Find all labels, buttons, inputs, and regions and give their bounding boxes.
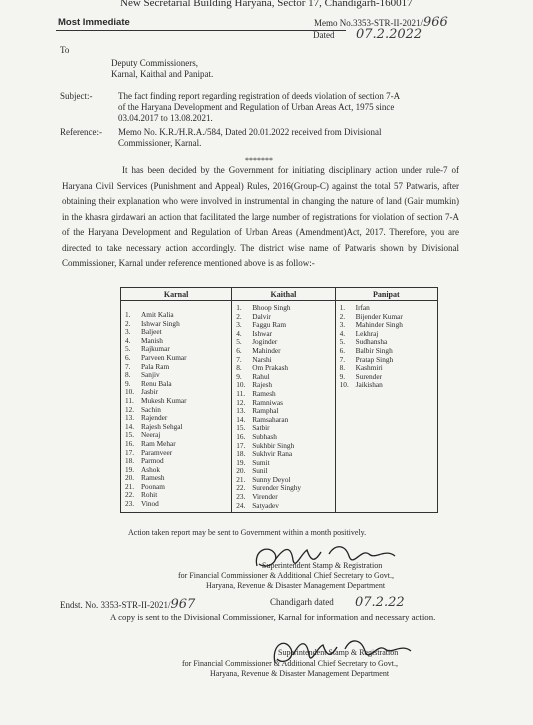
reference-line-1: Memo No. K.R./H.R.A./584, Dated 20.01.2022 received from Divisional: [118, 127, 382, 137]
list-item-number: 2.: [125, 318, 131, 328]
separator-stars: *******: [245, 156, 273, 165]
patwari-name: Jaikishan: [355, 380, 383, 390]
list-item-number: 6.: [339, 345, 346, 355]
list-item: [340, 356, 435, 365]
patwari-name: Ramphal: [252, 406, 279, 416]
patwari-name: Sukhbir Singh: [252, 440, 295, 450]
patwari-name: Sanjiv: [141, 370, 160, 380]
list-item-number: 8.: [125, 370, 131, 380]
list-item-number: 3.: [236, 320, 242, 330]
memo-dated-label: Dated: [313, 30, 335, 40]
patwari-name: Ishwar: [252, 328, 273, 338]
endorsement-number: [60, 599, 195, 611]
patwari-name: Ramniwas: [252, 397, 283, 407]
patwari-name: Amit Kalia: [141, 310, 174, 319]
patwari-name: Pala Ram: [141, 361, 170, 371]
patwari-name: Lekhraj: [355, 328, 379, 338]
reference-line-2: Commissioner, Karnal.: [118, 138, 202, 148]
patwari-name: Renu Bala: [141, 378, 172, 388]
list-item-number: 9.: [236, 371, 242, 381]
patwari-name: Balbir Singh: [355, 345, 393, 355]
list-item-number: 19.: [236, 457, 246, 467]
patwari-name: Mahinder: [252, 345, 281, 355]
patwari-name: Surender Singhy: [252, 483, 302, 493]
subject-line-2: of the Haryana Development and Regulation of Urban Areas Act, 1975 since: [118, 102, 395, 112]
patwari-name: Satbir: [252, 423, 270, 433]
patwari-name: Subhash: [252, 431, 277, 441]
list-item-number: 2.: [339, 311, 346, 321]
list-item-number: 5.: [125, 344, 131, 354]
patwari-name: Bijender Kumar: [355, 311, 403, 321]
list-item: [236, 416, 332, 425]
patwari-name: Neeraj: [141, 430, 161, 440]
patwari-name: Sukhvir Rana: [252, 449, 293, 459]
list-item: [236, 502, 332, 511]
list-item-number: 12.: [125, 404, 135, 414]
reference-label: Reference:-: [60, 127, 102, 137]
list-item-number: 20.: [125, 473, 135, 483]
priority-underline: [56, 30, 346, 31]
endorsement-number-text: Endst. No. 3353-STR-II-2021/: [60, 600, 171, 610]
list-item-number: 10.: [125, 387, 135, 397]
patwari-name: Sachin: [141, 404, 161, 414]
patwari-name: Pratap Singh: [355, 354, 394, 364]
to-label: To: [60, 45, 70, 55]
list-item-number: 11.: [236, 388, 246, 398]
kaithal-list: [232, 301, 335, 513]
signature-1-title: Superintendent Stamp & Registration: [262, 561, 383, 570]
list-item-number: 13.: [125, 413, 135, 423]
list-item: [236, 304, 332, 313]
list-item-number: 2.: [236, 311, 242, 321]
patwari-name: Bhoop Singh: [252, 303, 291, 312]
patwari-name: Parveen Kumar: [141, 352, 187, 362]
list-item-number: 3.: [339, 320, 346, 330]
list-item-number: 5.: [339, 337, 346, 347]
list-item-number: 1.: [339, 303, 346, 312]
patwari-name: Vinod: [141, 499, 159, 509]
list-item: [340, 364, 435, 373]
list-item: [236, 338, 332, 347]
patwari-name: Sudhansha: [355, 337, 388, 347]
subject-label: Subject:-: [60, 91, 93, 101]
list-item: [236, 399, 332, 408]
endorsement-place-dated: Chandigarh dated: [270, 597, 334, 607]
list-item-number: 5.: [236, 337, 242, 347]
patwari-name: Mukesh Kumar: [141, 395, 187, 405]
karnal-list: [121, 301, 232, 513]
memo-dated-handwritten: 07.2.2022: [356, 27, 423, 42]
list-item-number: 15.: [236, 423, 246, 433]
patwari-name: Satyadev: [252, 500, 279, 510]
list-item: [236, 321, 332, 330]
list-item-number: 17.: [236, 440, 246, 450]
list-item-number: 10.: [236, 380, 246, 390]
patwari-name: Ramesh: [252, 388, 276, 398]
patwari-name: Faggu Ram: [252, 320, 287, 330]
patwari-name: Rajesh: [252, 380, 273, 390]
list-item: [236, 381, 332, 390]
patwari-name: Ram Mehar: [141, 438, 176, 448]
list-item-number: 6.: [125, 352, 131, 362]
list-item-number: 7.: [236, 354, 242, 364]
list-item-number: 13.: [236, 406, 246, 416]
table-header-karnal: Karnal: [121, 288, 232, 301]
table-header-kaithal: Kaithal: [232, 288, 335, 301]
patwari-name: Sumit: [252, 457, 270, 467]
list-item: [236, 424, 332, 433]
signature-2-line-2: Haryana, Revenue & Disaster Management Department: [210, 669, 390, 678]
signature-2-title: Superintendent Stamp & Registration: [278, 648, 399, 657]
list-item-number: 14.: [236, 414, 246, 424]
list-item: [236, 390, 332, 399]
list-item-number: 22.: [125, 490, 135, 500]
patwari-name: Irfan: [355, 303, 370, 312]
subject-line-1: The fact finding report regarding registration of deeds violation of section 7-A: [118, 91, 401, 101]
patwari-name: Rajender: [141, 413, 168, 423]
patwari-name: Surender: [355, 371, 382, 381]
panipat-list: [335, 301, 437, 513]
list-item-number: 7.: [125, 361, 131, 371]
signature-2-line-1: for Financial Commissioner & Additional Chief Secretary to Govt.,: [182, 659, 398, 668]
subject-line-3: 03.04.2017 to 13.08.2021.: [118, 113, 213, 123]
patwari-name: Baljeet: [141, 327, 162, 337]
list-item-number: 16.: [236, 431, 246, 441]
list-item-number: 14.: [125, 421, 135, 431]
signature-1-line-1: for Financial Commissioner & Additional Chief Secretary to Govt.,: [178, 571, 394, 580]
patwari-name: Mahinder Singh: [355, 320, 403, 330]
list-item-number: 10.: [339, 380, 349, 390]
table-header-panipat: Panipat: [335, 288, 437, 301]
list-item: [236, 459, 332, 468]
list-item-number: 1.: [236, 303, 242, 312]
list-item: [236, 373, 332, 382]
addressee-line-2: Karnal, Kaithal and Panipat.: [111, 69, 214, 79]
list-item: [340, 321, 435, 330]
patwari-name: Paramveer: [141, 447, 173, 457]
list-item-number: 6.: [236, 345, 242, 355]
list-item-number: 8.: [339, 363, 346, 373]
list-item-number: 9.: [339, 371, 346, 381]
patwari-name: Ramesh: [141, 473, 165, 483]
list-item-number: 17.: [125, 447, 135, 457]
patwari-name: Ashok: [141, 464, 161, 474]
list-item: [236, 493, 332, 502]
addressee-line-1: Deputy Commissioners,: [111, 58, 198, 68]
signature-1-line-2: Haryana, Revenue & Disaster Management Department: [206, 581, 386, 590]
list-item-number: 12.: [236, 397, 246, 407]
list-item-number: 21.: [236, 474, 246, 484]
patwari-name: Joginder: [252, 337, 278, 347]
endorsement-date-handwritten: 07.2.22: [355, 595, 405, 610]
table-header-row: [121, 288, 438, 301]
action-note: Action taken report may be sent to Government within a month positively.: [128, 528, 367, 537]
list-item-number: 8.: [236, 363, 242, 373]
list-item-number: 4.: [236, 328, 242, 338]
patwari-name: Sunil: [252, 466, 268, 476]
list-item: [340, 330, 435, 339]
memo-number-handwritten: 966: [423, 15, 448, 30]
table-row: [121, 301, 438, 513]
list-item-number: 11.: [125, 395, 134, 405]
endorsement-text: A copy is sent to the Divisional Commissioner, Karnal for information and necessary action.: [110, 612, 436, 622]
list-item-number: 16.: [125, 438, 135, 448]
list-item-number: 24.: [236, 500, 246, 510]
letterhead: New Secretarial Building Haryana, Sector 17, Chandigarh-160017: [120, 0, 413, 9]
patwari-name: Om Prakash: [252, 363, 289, 373]
patwari-name: Jasbir: [141, 387, 159, 397]
list-item: [340, 373, 435, 382]
list-item-number: 3.: [125, 327, 131, 337]
list-item-number: 18.: [236, 449, 246, 459]
patwari-name: Rohit: [141, 490, 158, 500]
list-item-number: 15.: [125, 430, 135, 440]
patwari-table: [120, 287, 438, 513]
patwari-name: Ishwar Singh: [141, 318, 180, 328]
list-item-number: 19.: [125, 464, 135, 474]
endorsement-number-handwritten: 967: [170, 597, 196, 612]
patwari-name: Sunny Deyol: [252, 474, 291, 484]
patwari-name: Virender: [252, 492, 278, 502]
list-item-number: 23.: [236, 492, 246, 502]
patwari-name: Rajkumar: [141, 344, 170, 354]
patwari-name: Rajesh Sehgal: [141, 421, 183, 431]
patwari-name: Narshi: [252, 354, 272, 364]
list-item-number: 23.: [125, 499, 135, 509]
patwari-name: Dalvir: [252, 311, 271, 321]
memo-number-text: Memo No.3353-STR-II-2021/: [314, 18, 423, 28]
list-item-number: 21.: [125, 481, 135, 491]
patwari-name: Kashmiri: [355, 363, 383, 373]
list-item-number: 18.: [125, 456, 135, 466]
list-item-number: 4.: [339, 328, 346, 338]
list-item: [125, 500, 229, 509]
list-item-number: 4.: [125, 335, 131, 345]
body-paragraph: It has been decided by the Government for initiating disciplinary action under rule-7 of Haryana Civil Services (Punishment and Appeal) Rules, 2016(Group-C) against the total 57 Patwaris, after obtaining their explanation who were involved in instrumental in changing the nature of land (Gair mumkin) in the khasra girdawari an action that facilitated the large number of registrations for violation of section 7-A of the Haryana Development and Regulation of Urban Areas (Amendment)Act, 2017. Therefore, you are directed to take necessary action accordingly. The district wise name of Patwaris shown by Divisional Commissioner, Karnal under reference mentioned above is as follow:-: [62, 165, 459, 268]
list-item: [236, 330, 332, 339]
patwari-name: Parmod: [141, 456, 164, 466]
list-item: [236, 347, 332, 356]
list-item: [236, 484, 332, 493]
patwari-name: Rahul: [252, 371, 270, 381]
list-item-number: 7.: [339, 354, 346, 364]
list-item-number: 22.: [236, 483, 246, 493]
list-item-number: 1.: [125, 310, 131, 319]
patwari-name: Manish: [141, 335, 163, 345]
list-item-number: 20.: [236, 466, 246, 476]
list-item-number: 9.: [125, 378, 131, 388]
list-item: [340, 381, 435, 390]
list-item: [236, 364, 332, 373]
patwari-name: Poonam: [141, 481, 165, 491]
priority-label: Most Immediate: [58, 17, 130, 28]
list-item: [236, 450, 332, 459]
patwari-name: Ramsaharan: [252, 414, 289, 424]
